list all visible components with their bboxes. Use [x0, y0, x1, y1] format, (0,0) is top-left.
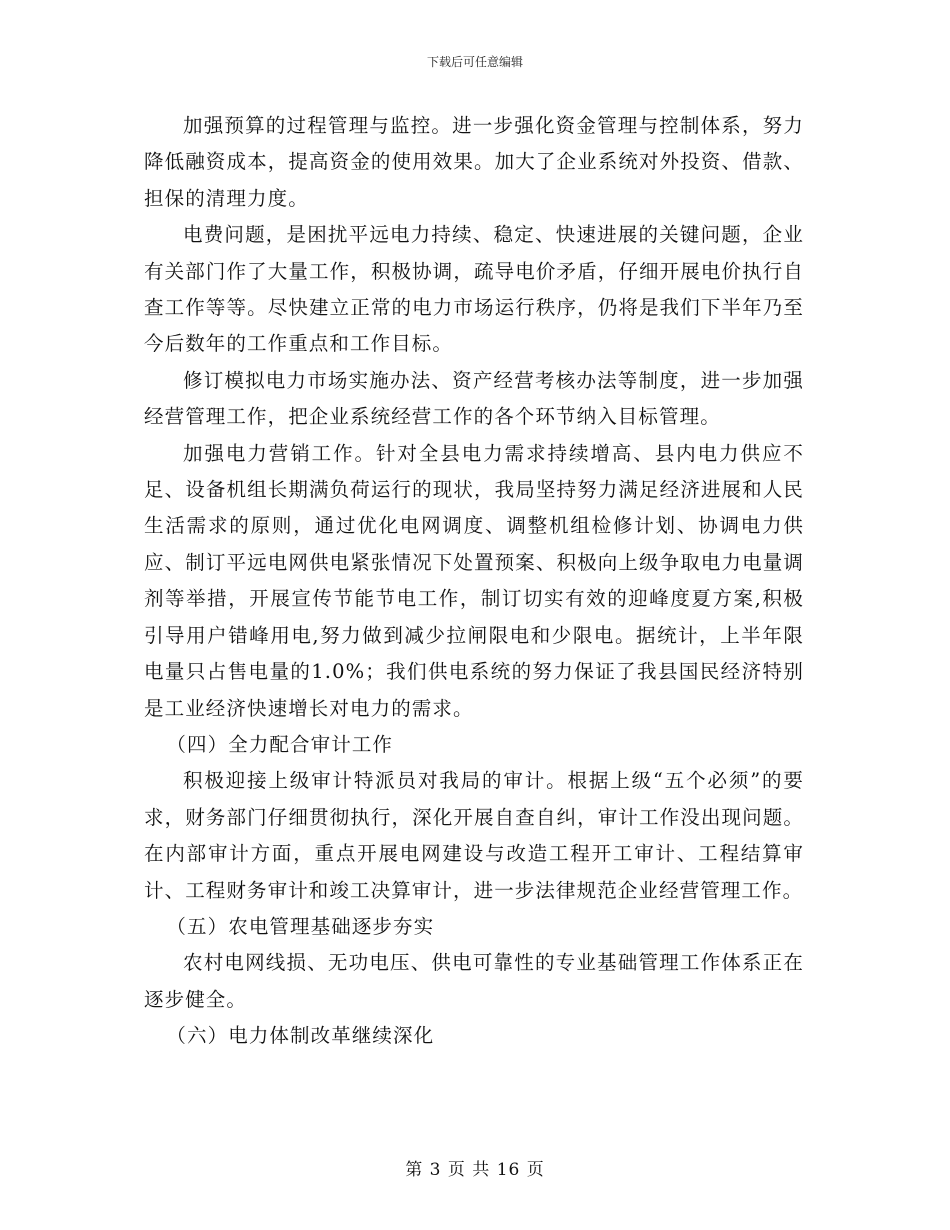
paragraph-budget: 加强预算的过程管理与监控。进一步强化资金管理与控制体系，努力降低融资成本，提高资金的使用效果。加大了企业系统对外投资、借款、担保的清理力度。	[144, 114, 804, 210]
footer-total-pages: 16	[496, 1160, 521, 1180]
paragraph-audit: 积极迎接上级审计特派员对我局的审计。根据上级“五个必须”的要求，财务部门仔细贯彻执行，深化开展自查自纠，审计工作没出现问题。在内部审计方面，重点开展电网建设与改造工程开工审计、工程结算审计、工程财务审计和竣工决算审计，进一步法律规范企业经营管理工作。	[144, 769, 804, 902]
footer-total-label: 共	[472, 1160, 491, 1180]
paragraph-rural: 农村电网线损、无功电压、供电可靠性的专业基础管理工作体系正在逐步健全。	[144, 951, 804, 1011]
paragraph-revision: 修订模拟电力市场实施办法、资产经营考核办法等制度，进一步加强经营管理工作，把企业系统经营工作的各个环节纳入目标管理。	[144, 368, 804, 429]
footer-current-page: 3	[429, 1160, 442, 1180]
paragraph-marketing: 加强电力营销工作。针对全县电力需求持续增高、县内电力供应不足、设备机组长期满负荷运行的现状，我局坚持努力满足经济进展和人民生活需求的原则，通过优化电网调度、调整机组检修计划、协调电力供应、制订平远电网供电紧张情况下处置预案、积极向上级争取电力电量调剂等举措，开展宣传节能节电工作，制订切实有效的迎峰度夏方案,积极引导用户错峰用电,努力做到减少拉闸限电和少限电。据统计，上半年限电量只占售电量的1.0%；我们供电系统的努力保证了我县国民经济特别是工业经济快速增长对电力的需求。	[144, 441, 804, 720]
section-heading-reform: （六）电力体制改革继续深化	[166, 1024, 435, 1048]
footer-prefix: 第	[405, 1160, 424, 1180]
section-heading-audit: （四）全力配合审计工作	[166, 732, 394, 756]
paragraph-electricity-fee: 电费问题，是困扰平远电力持续、稳定、快速进展的关键问题，企业有关部门作了大量工作，积极协调，疏导电价矛盾，仔细开展电价执行自查工作等等。尽快建立正常的电力市场运行秩序，仍将是我们下半年乃至今后数年的工作重点和工作目标。	[144, 223, 804, 356]
document-body	[144, 108, 804, 1055]
page-footer	[0, 1155, 950, 1180]
footer-suffix: 页	[526, 1160, 545, 1180]
section-heading-rural: （五）农电管理基础逐步夯实	[166, 914, 435, 938]
page-header: 下载后可任意编辑	[426, 55, 523, 69]
footer-page-label: 页	[447, 1160, 466, 1180]
